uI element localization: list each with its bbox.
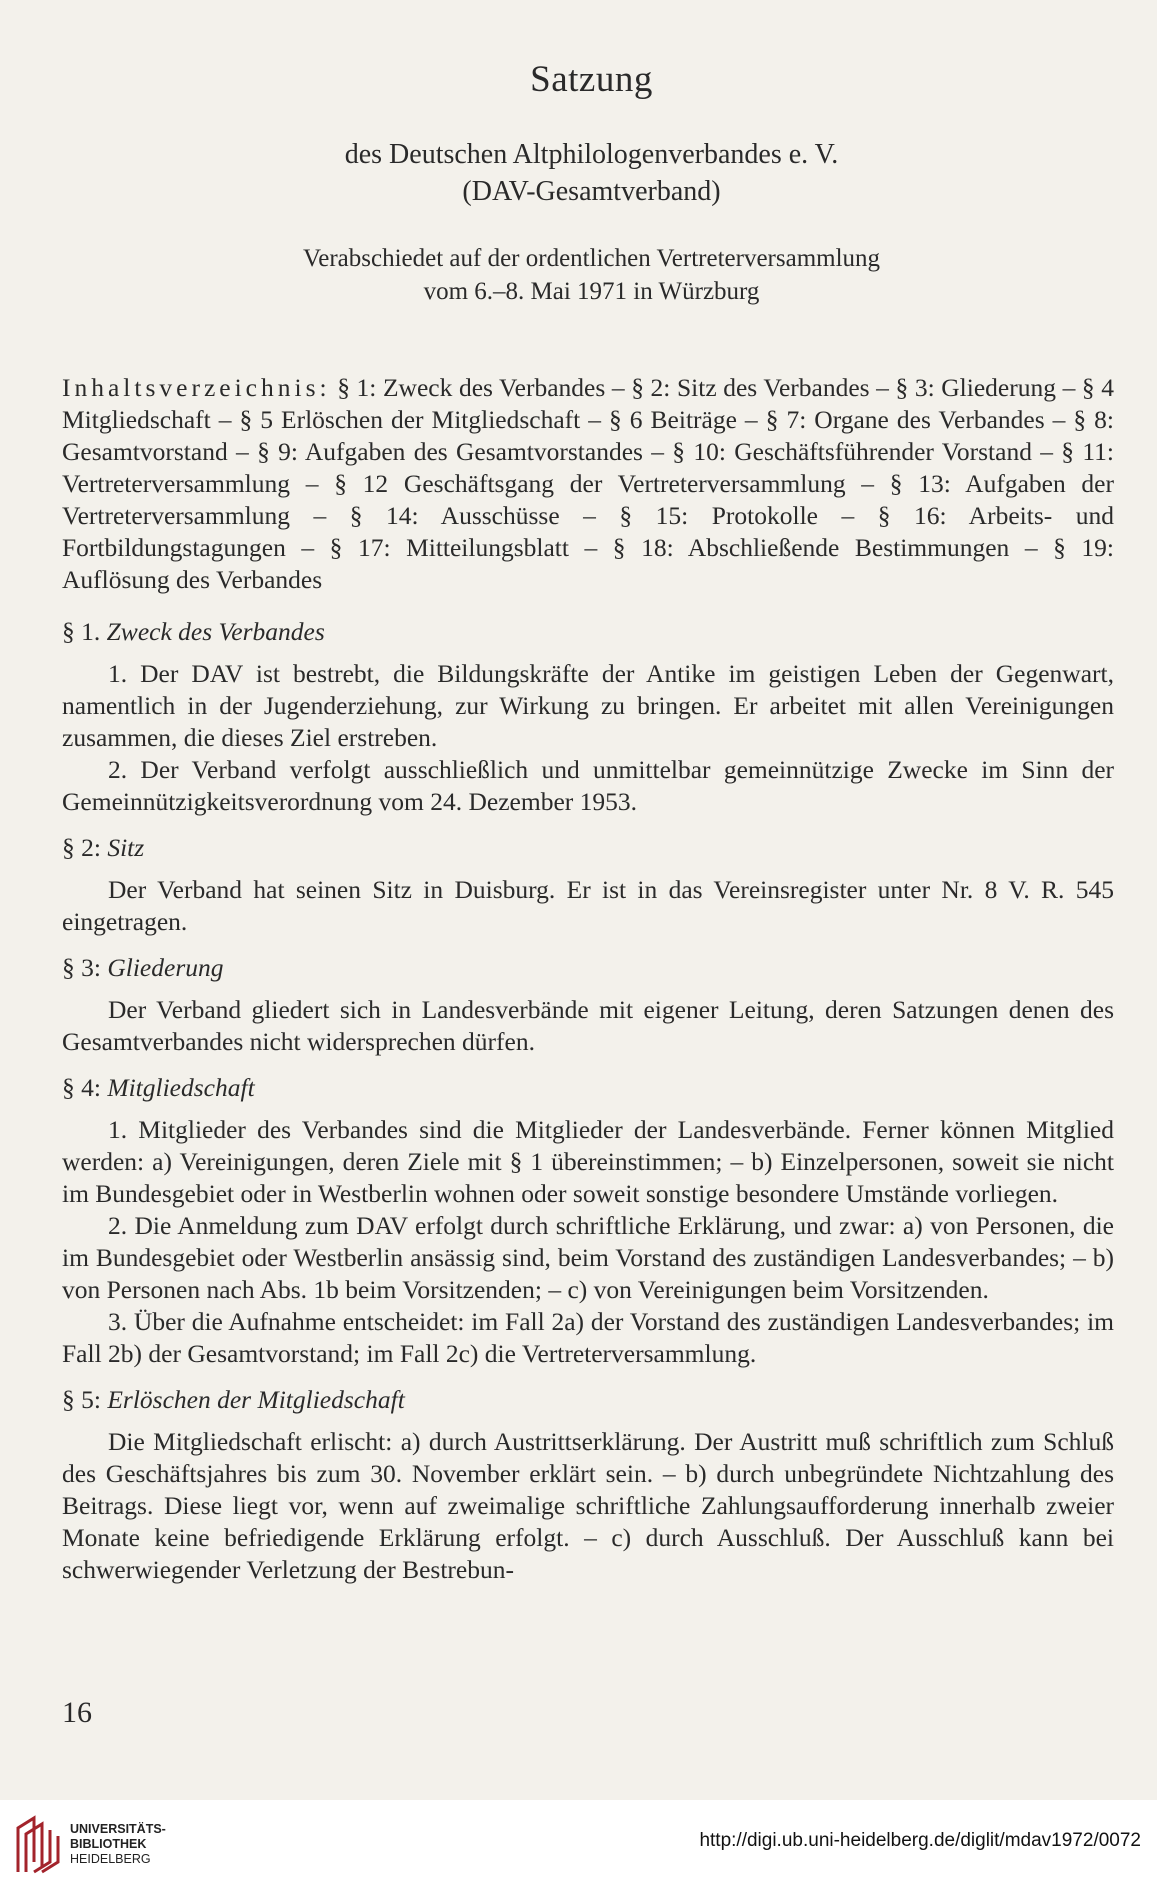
section-1	[62, 616, 1114, 818]
section-title: Zweck des Verbandes	[106, 617, 325, 646]
page-number: 16	[62, 1696, 92, 1729]
section-paragraph: Der Verband hat seinen Sitz in Duisburg. Er ist in das Vereinsregister unter Nr. 8 V. R. 545 eingetragen.	[62, 875, 1114, 936]
section-paragraph: Die Mitgliedschaft erlischt: a) durch Austrittserklärung. Der Austritt muß schriftlich zum Schluß des Geschäftsjahres bis zum 30. November erklärt sein. – b) durch unbegründete Nichtzahlung des Beitrags. Diese liegt vor, wenn auf zweimalige schriftliche Zahlungsaufforderung innerhalb zweier Monate keine befriedigende Erklärung erfolgt. – c) durch Ausschluß. Der Ausschluß kann bei schwerwiegender Verletzung der Bestrebun-	[62, 1427, 1114, 1584]
table-of-contents	[62, 372, 1114, 596]
section-4	[62, 1072, 1114, 1370]
section-number: § 5:	[62, 1385, 101, 1414]
document-subtitle	[0, 136, 1157, 210]
document-title: Satzung	[530, 59, 653, 100]
section-title: Sitz	[107, 833, 145, 862]
logo-line-2: BIBLIOTHEK	[70, 1837, 147, 1851]
section-5	[62, 1384, 1114, 1586]
section-heading	[62, 1384, 1114, 1416]
section-paragraph: Der Verband gliedert sich in Landesverbände mit eigener Leitung, deren Satzungen denen des Gesamtverbandes nicht widersprechen dürfen.	[62, 995, 1114, 1056]
section-number: § 1.	[62, 617, 101, 646]
section-number: § 4:	[62, 1073, 101, 1102]
adoption-line-1: Verabschiedet auf der ordentlichen Vertreterversammlung	[302, 245, 881, 272]
section-2	[62, 832, 1114, 938]
logo-line-3: HEIDELBERG	[70, 1852, 151, 1866]
document-body	[62, 372, 1114, 1600]
adoption-note	[0, 242, 1157, 308]
section-heading	[62, 832, 1114, 864]
toc-text: § 1: Zweck des Verbandes – § 2: Sitz des Verbandes – § 3: Gliederung – § 4 Mitgliedschaft – § 5 Erlöschen der Mitgliedschaft – § 6 Beiträge – § 7: Organe des Verbandes – § 8: Gesamtvorstand – § 9: Aufgaben des Gesamtvorstandes – § 10: Geschäftsführender Vorstand – § 11: Vertreterversammlung – § 12 Geschäftsgang der Vertreterversammlung – § 13: Aufgaben der Vertreterversammlung – § 14: Ausschüsse – § 15: Protokolle – § 16: Arbeits- und Fortbildungstagungen – § 17: Mitteilungsblatt – § 18: Abschließende Bestimmungen – § 19: Auflösung des Verbandes	[62, 373, 1114, 594]
section-paragraph: 1. Mitglieder des Verbandes sind die Mitglieder der Landesverbände. Ferner können Mitglied werden: a) Vereinigungen, deren Ziele mit § 1 übereinstimmen; – b) Einzelpersonen, soweit sie nicht im Bundesgebiet oder in Westberlin wohnen oder soweit sonstige besondere Umstände vorliegen.	[62, 1115, 1114, 1208]
section-paragraph: 2. Der Verband verfolgt ausschließlich und unmittelbar gemeinnützige Zwecke im Sinn der Gemeinnützigkeitsverordnung vom 24. Dezember 1953.	[62, 755, 1114, 816]
section-title: Mitgliedschaft	[107, 1073, 255, 1102]
library-footer	[0, 1800, 1157, 1894]
section-paragraph: 3. Über die Aufnahme entscheidet: im Fall 2a) der Vorstand des zuständigen Landesverbandes; im Fall 2b) der Gesamtvorstand; im Fall 2c) die Vertreterversammlung.	[62, 1307, 1114, 1368]
section-heading	[62, 616, 1114, 648]
section-heading	[62, 952, 1114, 984]
subtitle-line-1: des Deutschen Altphilologenverbandes e. V.	[344, 139, 839, 170]
section-title: Erlöschen der Mitgliedschaft	[107, 1385, 405, 1414]
section-number: § 3:	[62, 953, 101, 982]
section-paragraph: 2. Die Anmeldung zum DAV erfolgt durch schriftliche Erklärung, und zwar: a) von Personen, die im Bundesgebiet oder Westberlin ansässig sind, beim Vorstand des zuständigen Landesverbandes; – b) von Personen nach Abs. 1b beim Vorsitzenden; – c) von Vereinigungen beim Vorsitzenden.	[62, 1211, 1114, 1304]
section-heading	[62, 1072, 1114, 1104]
section-paragraph: 1. Der DAV ist bestrebt, die Bildungskräfte der Antike im geistigen Leben der Gegenwart, namentlich in der Jugenderziehung, zur Wirkung zu bringen. Er arbeitet mit allen Vereinigungen zusammen, die dieses Ziel erstreben.	[62, 659, 1114, 752]
section-title: Gliederung	[107, 953, 224, 982]
library-logo-text	[70, 1822, 166, 1867]
section-3	[62, 952, 1114, 1058]
section-number: § 2:	[62, 833, 101, 862]
adoption-line-2: vom 6.–8. Mai 1971 in Würzburg	[423, 278, 760, 305]
toc-label: Inhaltsverzeichnis:	[62, 373, 331, 402]
library-logo-icon	[14, 1814, 62, 1876]
source-url-link[interactable]: http://digi.ub.uni-heidelberg.de/diglit/mdav1972/0072	[699, 1830, 1141, 1851]
subtitle-line-2: (DAV-Gesamtverband)	[462, 176, 721, 207]
logo-line-1: UNIVERSITÄTS-	[70, 1822, 166, 1836]
